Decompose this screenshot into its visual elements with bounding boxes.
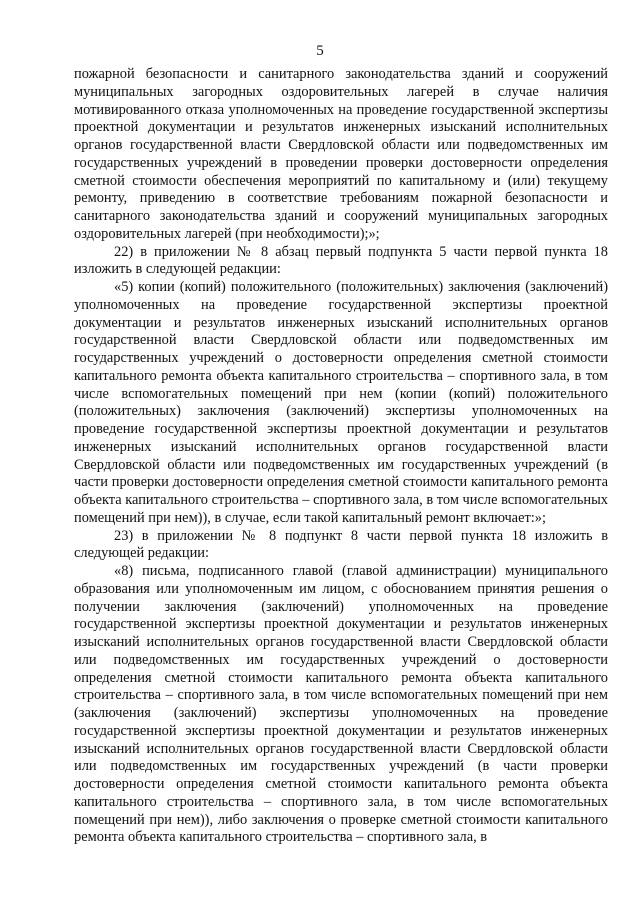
paragraph-item-22: 22) в приложении № 8 абзац первый подпункта 5 части первой пункта 18 изложить в следующей редакции: (74, 243, 608, 278)
page-number: 5 (316, 43, 324, 59)
paragraph-item-23: 23) в приложении № 8 подпункт 8 части первой пункта 18 изложить в следующей редакции: (74, 527, 608, 562)
paragraph-continuation: пожарной безопасности и санитарного законодательства зданий и сооружений муниципальных загородных оздоровительных лагерей в случае наличия мотивированного отказа уполномоченных на проведение государственной экспертизы проектной документации и результатов инженерных изысканий исполнительных органов государственной власти Свердловской области или подведомственных им государственных учреждений в проведении проверки достоверности определения сметной стоимости обеспечения мероприятий по капитальному и (или) текущему ремонту, приведению в соответствие требованиям пожарной безопасности и санитарного законодательства зданий и сооружений муниципальных загородных оздоровительных лагерей (при необходимости);»; (74, 66, 608, 242)
document-body (74, 66, 608, 847)
paragraph-quote-5: «5) копии (копий) положительного (положительных) заключения (заключений) уполномоченных на проведение государственной экспертизы проектной документации и результатов инженерных изысканий исполнительных органов государственной власти Свердловской области или подведомственных им государственных учреждений о достоверности определения сметной стоимости капитального ремонта объекта капитального строительства – спортивного зала, в том числе вспомогательных помещений при нем (копии (копий) положительного (положительных) заключения (заключений) экспертизы уполномоченных на проведение государственной экспертизы проектной документации и результатов инженерных изысканий исполнительных органов государственной власти Свердловской области или подведомственных им государственных учреждений (в части проверки достоверности определения сметной стоимости капитального ремонта объекта капитального строительства – спортивного зала, в том числе вспомогательных помещений при нем)), в случае, если такой капитальный ремонт включает:»; (74, 279, 608, 526)
paragraph-quote-8: «8) письма, подписанного главой (главой администрации) муниципального образования или уполномоченным им лицом, с обоснованием принятия решения о получении заключения (заключений) уполномоченных на проведение государственной экспертизы проектной документации и результатов инженерных изысканий исполнительных органов государственной власти Свердловской области или подведомственных им государственных учреждений о достоверности определения сметной стоимости капитального ремонта объекта капитального строительства – спортивного зала, в том числе вспомогательных помещений при нем (заключения (заключений) экспертизы уполномоченных на проведение государственной экспертизы проектной документации и результатов инженерных изысканий исполнительных органов государственной власти Свердловской области или подведомственных им государственных учреждений (в части проверки достоверности определения сметной стоимости капитального ремонта объекта капитального строительства – спортивного зала, в том числе вспомогательных помещений при нем)), либо заключения о проверке сметной стоимости капитального ремонта объекта капитального строительства – спортивного зала, в (74, 563, 608, 846)
